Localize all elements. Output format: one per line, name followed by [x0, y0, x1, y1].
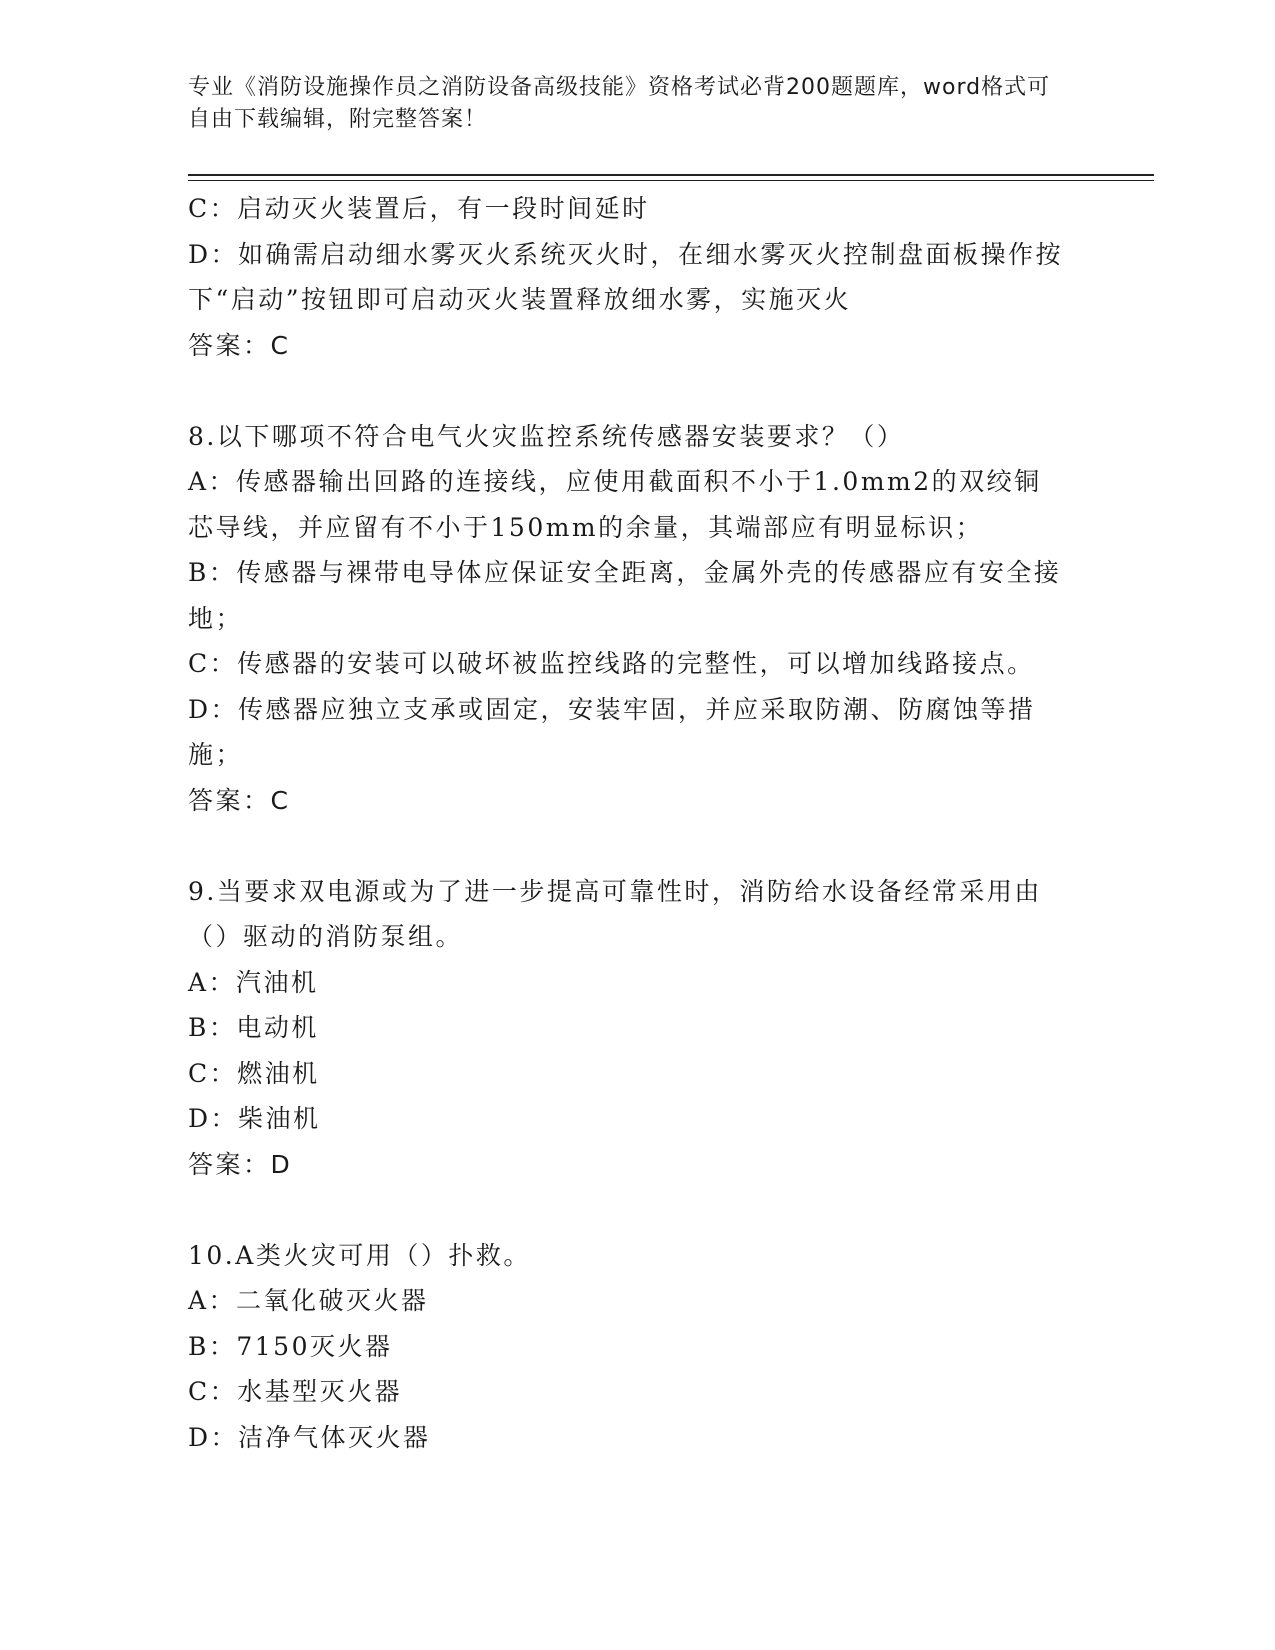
question-stem: 9.当要求双电源或为了进一步提高可靠性时，消防给水设备经常采用由（）驱动的消防泵组。: [188, 876, 1042, 951]
question-list: [188, 186, 1068, 1506]
option-a: A：二氧化破灭火器: [188, 1286, 429, 1315]
option-c: C：启动灭火装置后，有一段时间延时: [188, 194, 650, 223]
question-8: [188, 414, 1068, 824]
answer-line: 答案：C: [188, 785, 291, 815]
header-divider-thin: [188, 180, 1154, 181]
option-c: C：燃油机: [188, 1058, 320, 1088]
option-c: C：传感器的安装可以破坏被监控线路的完整性，可以增加线路接点。: [188, 649, 1035, 678]
answer-line: 答案：D: [188, 1149, 293, 1179]
document-header: 专业《消防设施操作员之消防设备高级技能》资格考试必背200题题库，word格式可自由下载编辑，附完整答案！: [188, 75, 1051, 132]
option-a: A：传感器输出回路的连接线，应使用截面积不小于1.0mm2的双绞铜芯导线，并应留有不小于150mm的余量，其端部应有明显标识；: [188, 467, 1042, 542]
question-7-continuation: [188, 186, 1068, 368]
option-d: D：洁净气体灭火器: [188, 1422, 431, 1452]
option-a: A：汽油机: [188, 967, 319, 997]
option-b: B：7150灭火器: [188, 1331, 393, 1361]
question-10: [188, 1233, 1068, 1461]
option-d: D：传感器应独立支承或固定，安装牢固，并应采取防潮、防腐蚀等措施；: [188, 694, 1036, 769]
question-stem: 10.A类火灾可用（）扑救。: [188, 1240, 531, 1270]
option-c: C：水基型灭火器: [188, 1377, 403, 1406]
option-b: B：电动机: [188, 1013, 319, 1042]
question-stem: 8.以下哪项不符合电气火灾监控系统传感器安装要求？（）: [188, 421, 905, 451]
header-divider-thick: [188, 174, 1154, 176]
option-b: B：传感器与裸带电导体应保证安全距离，金属外壳的传感器应有安全接地；: [188, 558, 1062, 633]
option-d: D：柴油机: [188, 1104, 321, 1133]
option-d: D：如确需启动细水雾灭火系统灭火时，在细水雾灭火控制盘面板操作按下“启动”按钮即可启动灭火装置释放细水雾，实施灭火: [188, 239, 1064, 314]
question-9: [188, 869, 1068, 1188]
answer-line: 答案：C: [188, 330, 291, 360]
